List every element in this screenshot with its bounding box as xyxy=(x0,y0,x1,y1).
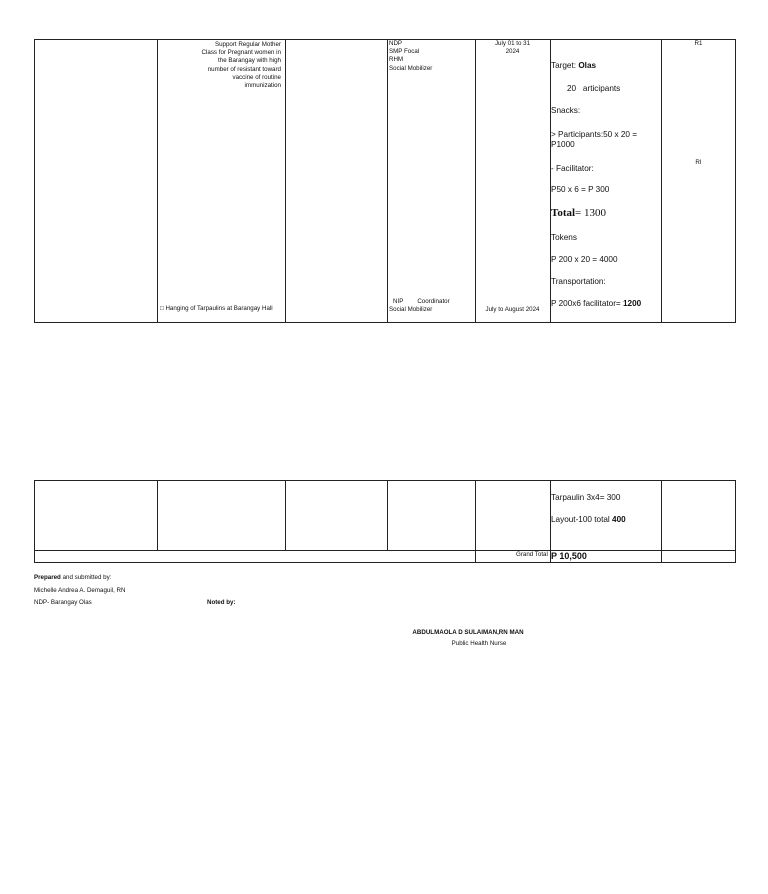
column-divider xyxy=(387,481,388,550)
tarpaulin-activity: □ Hanging of Tarpaulins at Barangay Hall xyxy=(160,305,273,312)
column-divider xyxy=(285,481,286,550)
noter-name: ABDULMAOLA D SULAIMAN,RN MAN xyxy=(412,629,524,636)
calc-line: P1000 xyxy=(551,140,575,149)
noted-by-label: Noted by: xyxy=(207,599,236,606)
activity-line: number of resistant toward xyxy=(207,65,281,73)
persons-involved-2 xyxy=(389,298,473,314)
budget-transport-calc xyxy=(551,299,641,309)
date-line: 2024 xyxy=(505,48,520,56)
calc-value: 1200 xyxy=(623,299,642,308)
total-value: = 1300 xyxy=(575,207,607,219)
activity-line: the Barangay with high xyxy=(218,57,281,65)
column-divider xyxy=(157,481,158,550)
layout-label: Layout-100 total xyxy=(551,515,610,524)
timeline-2: July to August 2024 xyxy=(485,306,540,313)
person-line: RHM xyxy=(389,56,404,64)
person-line: NDP xyxy=(389,40,403,47)
person-line: NIP xyxy=(393,298,404,305)
prepared-by xyxy=(34,574,111,582)
budget-facilitator-calc: P50 x 6 = P 300 xyxy=(551,185,610,194)
budget-facilitator: - Facilitator: xyxy=(551,164,594,173)
column-divider xyxy=(475,40,476,322)
budget-target xyxy=(551,61,596,71)
activity-line: Class for Pregnant women in xyxy=(201,49,281,57)
target-value: Olas xyxy=(578,61,597,70)
row-divider xyxy=(35,550,735,551)
column-divider xyxy=(661,40,662,322)
person-line: SMP Focal xyxy=(389,48,420,56)
budget-total xyxy=(551,207,606,220)
timeline-1 xyxy=(475,40,550,56)
prepared-label: Prepared xyxy=(34,574,61,581)
activity-line: vaccine of routine xyxy=(232,73,281,81)
person-line: Social Mobilizer xyxy=(389,306,433,314)
target-label: Target: xyxy=(551,61,577,70)
calc-line: > Participants:50 x 20 = xyxy=(551,130,638,139)
activity-table xyxy=(34,39,736,323)
persons-involved xyxy=(389,40,473,73)
preparer-name: Michelle Andrea A. Demaguil, RN xyxy=(34,587,126,594)
column-divider xyxy=(157,40,158,322)
grand-total-value: P 10,500 xyxy=(551,551,587,561)
calc-line: P 200x6 facilitator= xyxy=(551,299,621,308)
budget-snacks: Snacks: xyxy=(551,106,581,115)
column-divider xyxy=(285,40,286,322)
grand-total-label: Grand Total xyxy=(516,551,548,558)
activity-line: Support Regular Mother xyxy=(214,41,281,48)
layout-value: 400 xyxy=(612,515,626,524)
total-label: Total xyxy=(551,207,576,219)
budget-transportation: Transportation: xyxy=(551,277,606,286)
person-line: Coordinator xyxy=(417,298,450,305)
remarks-2: RI xyxy=(695,159,702,166)
remarks-1: R1 xyxy=(694,40,703,47)
column-divider xyxy=(387,40,388,322)
tarpaulin-cost: Tarpaulin 3x4= 300 xyxy=(551,493,621,502)
activity-description xyxy=(160,41,281,90)
person-line: Social Mobilizer xyxy=(389,64,433,72)
budget-participants: 20 articipants xyxy=(567,84,621,93)
budget-tokens: Tokens xyxy=(551,233,577,242)
date-line: July 01 to 31 xyxy=(494,40,531,47)
tarpaulin-table xyxy=(34,480,736,563)
budget-tokens-calc: P 200 x 20 = 4000 xyxy=(551,255,618,264)
noter-role: Public Health Nurse xyxy=(451,640,507,647)
budget-participants-calc xyxy=(551,130,637,150)
activity-line: immunization xyxy=(244,82,281,90)
layout-cost xyxy=(551,515,626,525)
prepared-text: and submitted by: xyxy=(62,574,112,581)
preparer-role: NDP- Barangay Olas xyxy=(34,599,92,606)
